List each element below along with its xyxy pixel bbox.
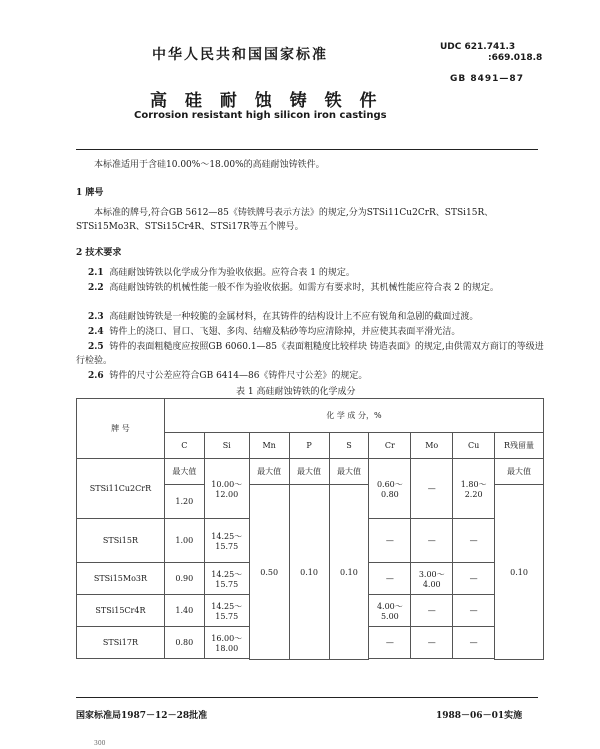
si-r3: 14.25～15.75 bbox=[204, 563, 249, 595]
page-title: 高 硅 耐 蚀 铸 铁 件 bbox=[150, 91, 383, 111]
element-mo: Mo bbox=[411, 433, 453, 459]
cr-r3: — bbox=[369, 563, 411, 595]
element-mn: Mn bbox=[249, 433, 289, 459]
composition-header: 化 学 成 分，% bbox=[164, 399, 543, 433]
element-r: R残留量 bbox=[495, 433, 544, 459]
element-cu: Cu bbox=[453, 433, 495, 459]
clause-2-6 bbox=[76, 369, 546, 383]
clause-2-3 bbox=[76, 310, 546, 324]
clause-2-1-text: 高硅耐蚀铸铁以化学成分作为验收依据。应符合表 1 的规定。 bbox=[109, 268, 355, 278]
clause-2-5-num: 2.5 bbox=[88, 342, 104, 352]
mn-max-label: 最大值 bbox=[249, 459, 289, 485]
clause-2-6-num: 2.6 bbox=[88, 371, 104, 381]
grade-r4: STSi15Cr4R bbox=[77, 595, 165, 627]
s-max-label: 最大值 bbox=[329, 459, 369, 485]
mn-value: 0.50 bbox=[249, 485, 289, 660]
chemical-composition-table bbox=[76, 398, 544, 660]
clause-2-4 bbox=[76, 325, 546, 339]
clause-2-5-text: 铸件的表面粗糙度应按照GB 6060.1—85《表面粗糙度比较样块 铸造表面》的规定,由供需双方商订的等级进行检验。 bbox=[76, 342, 544, 366]
english-title: Corrosion resistant high silicon iron castings bbox=[134, 110, 387, 121]
table-caption: 表 1 高硅耐蚀铸铁的化学成分 bbox=[236, 387, 356, 397]
p-value: 0.10 bbox=[289, 485, 329, 660]
mo-r3: 3.00～4.00 bbox=[411, 563, 453, 595]
si-r1: 10.00～12.00 bbox=[204, 459, 249, 519]
grade-r3: STSi15Mo3R bbox=[77, 563, 165, 595]
c-r4: 1.40 bbox=[164, 595, 204, 627]
s-value: 0.10 bbox=[329, 485, 369, 660]
footer-divider bbox=[76, 697, 538, 698]
cr-r2: — bbox=[369, 519, 411, 563]
mo-r5: — bbox=[411, 627, 453, 659]
cr-r1: 0.60～0.80 bbox=[369, 459, 411, 519]
clause-2-2-num: 2.2 bbox=[88, 283, 104, 293]
section-1-text: 本标准的牌号,符合GB 5612—85《铸铁牌号表示方法》的规定,分为STSi11Cu2CrR、STSi15R、STSi15Mo3R、STSi15Cr4R、STSi17R等五个牌号。 bbox=[76, 208, 494, 232]
section-1-heading: 1 牌号 bbox=[76, 188, 104, 198]
udc-line-1: UDC 621.741.3 bbox=[440, 42, 516, 52]
clause-2-3-text: 高硅耐蚀铸铁是一种较脆的金属材料，在其铸件的结构设计上不应有锐角和急剧的截面过渡。 bbox=[109, 312, 479, 322]
intro-paragraph: 本标准适用于含硅10.00%～18.00%的高硅耐蚀铸铁件。 bbox=[94, 160, 325, 170]
cu-r5: — bbox=[453, 627, 495, 659]
udc-line-2: :669.018.8 bbox=[488, 53, 543, 63]
mo-r1: — bbox=[411, 459, 453, 519]
element-cr: Cr bbox=[369, 433, 411, 459]
clause-2-2-text: 高硅耐蚀铸铁的机械性能一般不作为验收依据。如需方有要求时，其机械性能应符合表 2 的规定。 bbox=[109, 283, 499, 293]
si-r5: 16.00～18.00 bbox=[204, 627, 249, 659]
cu-r1: 1.80～2.20 bbox=[453, 459, 495, 519]
clause-2-5 bbox=[76, 340, 546, 368]
c-r3: 0.90 bbox=[164, 563, 204, 595]
clause-2-4-num: 2.4 bbox=[88, 327, 104, 337]
r-max-label: 最大值 bbox=[495, 459, 544, 485]
c-r1: 1.20 bbox=[164, 485, 204, 519]
c-r5: 0.80 bbox=[164, 627, 204, 659]
header-divider bbox=[76, 149, 538, 150]
element-s: S bbox=[329, 433, 369, 459]
mo-r2: — bbox=[411, 519, 453, 563]
udc-code bbox=[440, 42, 542, 64]
cu-r2: — bbox=[453, 519, 495, 563]
cu-r4: — bbox=[453, 595, 495, 627]
clause-2-2 bbox=[76, 281, 546, 295]
cr-r4: 4.00～5.00 bbox=[369, 595, 411, 627]
grade-header: 牌 号 bbox=[77, 399, 165, 459]
c-r2: 1.00 bbox=[164, 519, 204, 563]
gb-code: GB 8491—87 bbox=[450, 74, 524, 84]
clause-2-4-text: 铸件上的浇口、冒口、飞翅、多肉、结瘤及粘砂等均应清除掉，并应使其表面平滑光洁。 bbox=[109, 327, 461, 337]
p-max-label: 最大值 bbox=[289, 459, 329, 485]
grade-r5: STSi17R bbox=[77, 627, 165, 659]
cr-r5: — bbox=[369, 627, 411, 659]
effective-date: 1988－06－01实施 bbox=[436, 711, 523, 721]
clause-2-3-num: 2.3 bbox=[88, 312, 104, 322]
grade-r1: STSi11Cu2CrR bbox=[77, 459, 165, 519]
standard-org: 中华人民共和国国家标准 bbox=[152, 47, 328, 63]
mo-r4: — bbox=[411, 595, 453, 627]
r-value: 0.10 bbox=[495, 485, 544, 660]
cu-r3: — bbox=[453, 563, 495, 595]
approval-date: 国家标准局1987－12－28批准 bbox=[76, 711, 208, 721]
element-si: Si bbox=[204, 433, 249, 459]
clause-2-6-text: 铸件的尺寸公差应符合GB 6414—86《铸件尺寸公差》的规定。 bbox=[109, 371, 368, 381]
page-number: 300 bbox=[94, 740, 106, 747]
element-c: C bbox=[164, 433, 204, 459]
element-p: P bbox=[289, 433, 329, 459]
si-r2: 14.25～15.75 bbox=[204, 519, 249, 563]
c-max-label: 最大值 bbox=[164, 459, 204, 485]
section-2-heading: 2 技术要求 bbox=[76, 248, 122, 258]
clause-2-1-num: 2.1 bbox=[88, 268, 104, 278]
si-r4: 14.25～15.75 bbox=[204, 595, 249, 627]
clause-2-1 bbox=[76, 266, 546, 280]
grade-r2: STSi15R bbox=[77, 519, 165, 563]
